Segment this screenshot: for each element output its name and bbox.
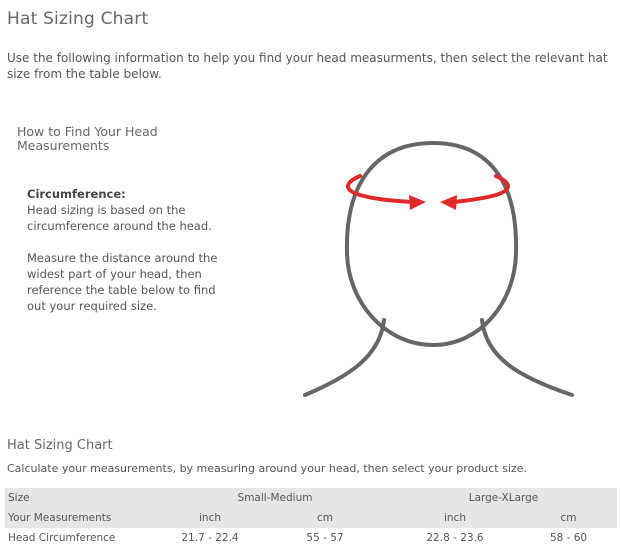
head-outline	[347, 143, 516, 345]
circumference-paragraph-2: Measure the distance around the widest part of your head, then reference the table below to find out your required size.	[27, 251, 218, 313]
table-row	[5, 528, 617, 548]
intro-text: Use the following information to help you find your head measurments, then select the relevant hat size from the table below.	[7, 51, 608, 81]
section-title: Hat Sizing Chart	[7, 438, 113, 453]
page-title: Hat Sizing Chart	[7, 9, 149, 29]
table-units-row	[5, 508, 617, 528]
hat-size-table	[5, 488, 617, 548]
howto-heading: How to Find Your Head Measurements	[17, 124, 158, 153]
table-header-row	[5, 488, 617, 508]
circumference-label: Circumference:	[27, 187, 126, 201]
arrow-head-right	[440, 195, 457, 210]
circumference-paragraph-1: Head sizing is based on the circumference around the head.	[27, 203, 212, 233]
table-cell: 58 - 60	[549, 532, 588, 544]
neck-left-line	[305, 320, 384, 395]
circumference-instructions	[27, 186, 237, 314]
table-cell: Size	[5, 488, 160, 508]
table-cell: inch	[160, 508, 260, 528]
head-outline-icon	[300, 138, 580, 398]
table-cell: Small-Medium	[160, 488, 390, 508]
section-description: Calculate your measurements, by measuring around your head, then select your product size.	[7, 462, 527, 475]
neck-right-line	[482, 320, 572, 395]
arrow-head-left	[409, 195, 426, 210]
table-cell: 21.7 - 22.4	[181, 532, 239, 544]
table-cell: 22.8 - 23.6	[426, 532, 484, 544]
table-cell: 55 - 57	[306, 532, 344, 544]
table-cell: Your Measurements	[5, 508, 160, 528]
table-cell: cm	[520, 508, 617, 528]
table-cell: cm	[260, 508, 390, 528]
measure-arrow-right	[455, 176, 508, 202]
table-cell: inch	[390, 508, 520, 528]
table-cell: Large-XLarge	[390, 488, 617, 508]
table-cell: Head Circumference	[8, 532, 116, 544]
